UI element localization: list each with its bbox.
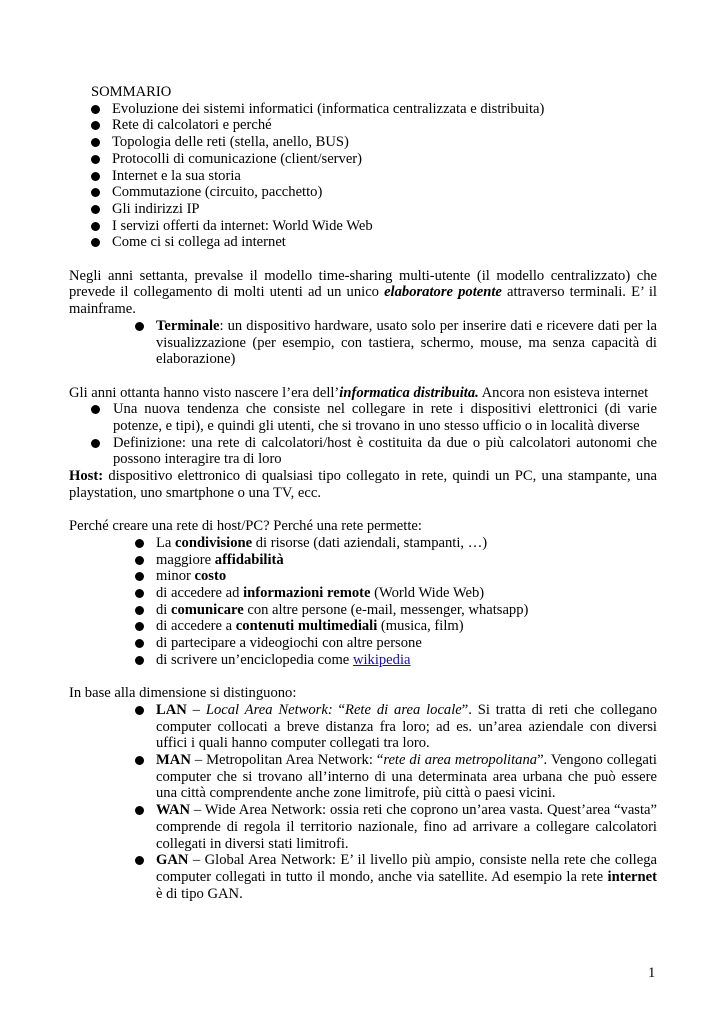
network-type-wan: WAN – Wide Area Network: ossia reti che coprono un’area vasta. Quest’area “vasta” comprende di regola il territorio nazionale, fino ad arrivare a collegare calcolatori collegati in diversi stati limitrofi. <box>69 802 657 852</box>
terminal-list <box>69 318 657 368</box>
wikipedia-link[interactable]: wikipedia <box>352 651 411 668</box>
centralized-paragraph: Negli anni settanta, prevalse il modello time-sharing multi-utente (il modello centralizzato) che prevede il collegamento di molti utenti ad un unico elaboratore potente attraverso terminali. E’ il mainframe. <box>69 267 657 318</box>
term: Host: <box>69 468 104 485</box>
size-intro: In base alla dimensione si distinguono: <box>69 685 297 702</box>
summary-item: Gli indirizzi IP <box>69 201 657 218</box>
list-item: La condivisione di risorse (dati aziendali, stampanti, …) <box>69 535 657 552</box>
summary-title: SOMMARIO <box>91 84 172 100</box>
terminal-definition: Terminale: un dispositivo hardware, usato solo per inserire dati e ricevere dati per la visualizzazione (per esempio, con tastiera, schermo, mouse, ma senza capacità di elaborazione) <box>69 318 657 368</box>
list-item: di comunicare con altre persone (e-mail, messenger, whatsapp) <box>69 602 657 619</box>
network-type-lan: LAN – Local Area Network: “Rete di area locale”. Si tratta di reti che collegano computer collocati a breve distanza fra loro; ad es. un’area aziendale con diversi uffici i quali hanno computer collegati tra loro. <box>69 702 657 752</box>
term: Terminale <box>156 317 220 334</box>
summary-item: Topologia delle reti (stella, anello, BUS) <box>69 134 657 151</box>
network-type-man: MAN – Metropolitan Area Network: “rete di area metropolitana”. Vengono collegati computer che si trovano all’interno di una determinata area urbana che può essere una città comprendente anche zone limitrofe, più città o paesi vicini. <box>69 752 657 802</box>
summary-item: Evoluzione dei sistemi informatici (informatica centralizzata e distribuita) <box>69 101 657 118</box>
summary-item: I servizi offerti da internet: World Wide Web <box>69 218 657 235</box>
network-type-gan: GAN – Global Area Network: E’ il livello più ampio, consiste nella rete che collega computer collegati in tutto il mondo, anche via satellite. Ad esempio la rete internet è di tipo GAN. <box>69 852 657 902</box>
list-item: maggiore affidabilità <box>69 552 657 569</box>
summary-item: Commutazione (circuito, pacchetto) <box>69 184 657 201</box>
page-number: 1 <box>648 965 656 981</box>
host-definition: Host: dispositivo elettronico di qualsiasi tipo collegato in rete, quindi un PC, una stampante, una playstation, uno smartphone o una TV, ecc. <box>69 468 657 501</box>
distributed-list <box>69 401 657 468</box>
summary-item: Rete di calcolatori e perché <box>69 117 657 134</box>
list-item: di scrivere un’enciclopedia come wikipedia <box>69 652 657 669</box>
list-item: di accedere a contenuti multimediali (musica, film) <box>69 618 657 635</box>
distributed-paragraph: Gli anni ottanta hanno visto nascere l’era dell’informatica distribuita. Ancora non esisteva internet <box>69 384 649 401</box>
network-types-list <box>69 702 657 902</box>
document-page <box>69 84 657 902</box>
list-item: minor costo <box>69 568 657 585</box>
summary-list <box>69 101 657 251</box>
list-item: Una nuova tendenza che consiste nel collegare in rete i dispositivi elettronici (di varie potenze, e tipi), e quindi gli utenti, che si trovano in uno stesso ufficio o in località diverse <box>69 401 657 434</box>
summary-item: Come ci si collega ad internet <box>69 234 657 251</box>
why-intro: Perché creare una rete di host/PC? Perché una rete permette: <box>69 518 422 535</box>
why-list <box>69 535 657 669</box>
list-item: di partecipare a videogiochi con altre persone <box>69 635 657 652</box>
emphasis: elaboratore potente <box>384 284 502 301</box>
summary-item: Internet e la sua storia <box>69 168 657 185</box>
list-item: di accedere ad informazioni remote (World Wide Web) <box>69 585 657 602</box>
list-item: Definizione: una rete di calcolatori/host è costituita da due o più calcolatori autonomi che possono interagire tra di loro <box>69 435 657 468</box>
summary-item: Protocolli di comunicazione (client/server) <box>69 151 657 168</box>
emphasis: informatica distribuita. <box>339 384 479 401</box>
